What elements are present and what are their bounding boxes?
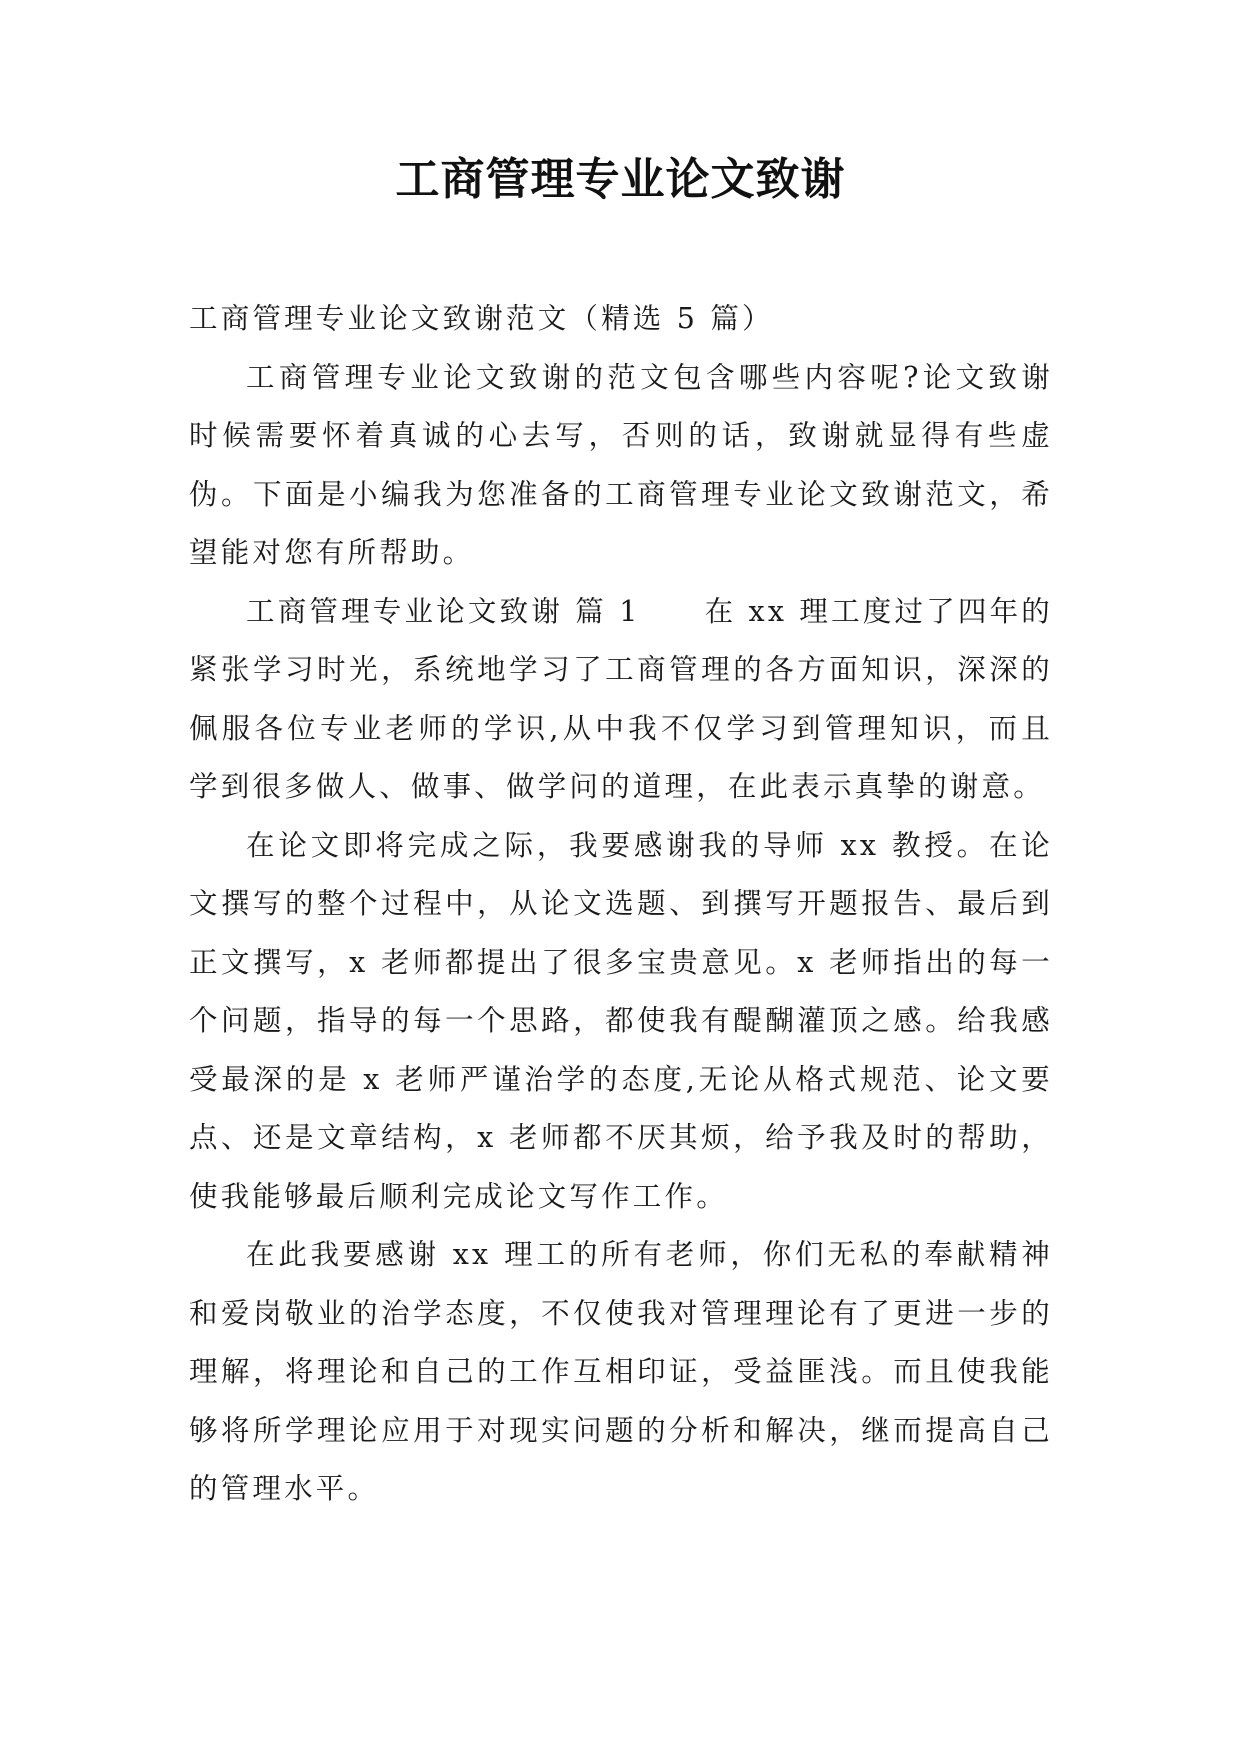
document-title: 工商管理专业论文致谢 bbox=[395, 154, 846, 205]
section-1-paragraph bbox=[189, 583, 1053, 817]
document-subtitle: 工商管理专业论文致谢范文（精选 5 篇） bbox=[189, 302, 774, 335]
section-1-heading: 工商管理专业论文致谢 篇 1 bbox=[246, 594, 641, 628]
document-body bbox=[189, 290, 1053, 1519]
advisor-paragraph: 在论文即将完成之际，我要感谢我的导师 xx 教授。在论文撰写的整个过程中，从论文选题、到撰写开题报告、最后到正文撰写，x 老师都提出了很多宝贵意见。x 老师指出的每一个问题，指导的每一个思路，都使我有醍醐灌顶之感。给我感受最深的是 x 老师严谨治学的态度,无论从格式规范、论文要点、还是文章结构，x 老师都不厌其烦，给予我及时的帮助，使我能够最后顺利完成论文写作工作。 bbox=[189, 828, 1053, 1213]
intro-paragraph: 工商管理专业论文致谢的范文包含哪些内容呢?论文致谢时候需要怀着真诚的心去写，否则的话，致谢就显得有些虚伪。下面是小编我为您准备的工商管理专业论文致谢范文，希望能对您有所帮助。 bbox=[189, 360, 1053, 569]
teachers-paragraph: 在此我要感谢 xx 理工的所有老师，你们无私的奉献精神和爱岗敬业的治学态度，不仅使我对管理理论有了更进一步的理解，将理论和自己的工作互相印证，受益匪浅。而且使我能够将所学理论应用于对现实问题的分析和解决，继而提高自己的管理水平。 bbox=[189, 1238, 1053, 1505]
section-1-text: 在 xx 理工度过了四年的紧张学习时光，系统地学习了工商管理的各方面知识，深深的佩服各位专业老师的学识,从中我不仅学习到管理知识，而且学到很多做人、做事、做学问的道理，在此表示真挚的谢意。 bbox=[189, 594, 1053, 803]
